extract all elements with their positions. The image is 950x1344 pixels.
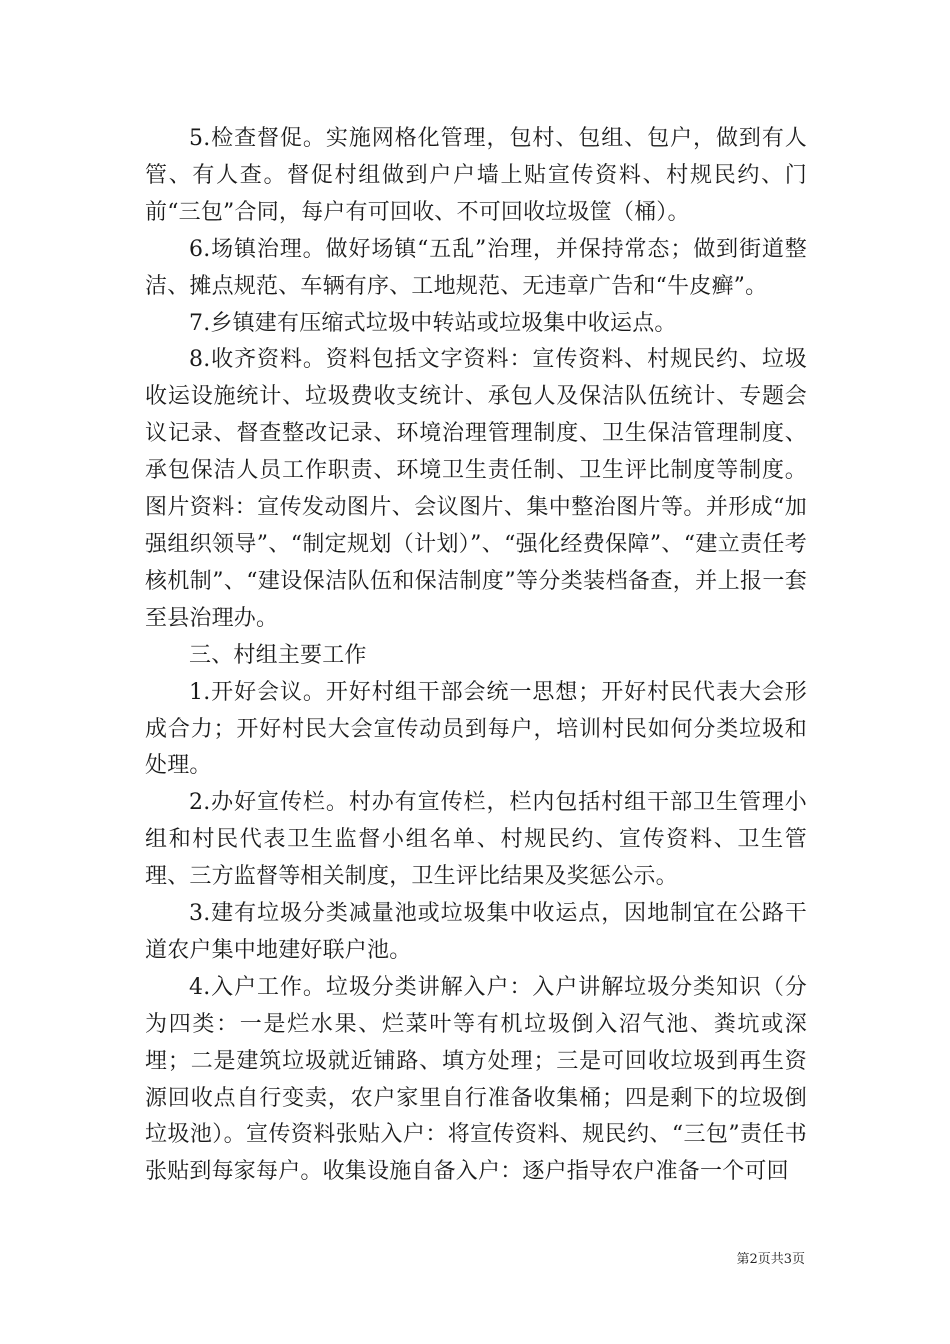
- page-indicator: 第2页共3页: [736, 1252, 805, 1267]
- document-body: [145, 121, 807, 1191]
- paragraph-bulletin-board: 2.办好宣传栏。村办有宣传栏，栏内包括村组干部卫生管理小组和村民代表卫生监督小组名单、村规民约、宣传资料、卫生管理、三方监督等相关制度，卫生评比结果及奖惩公示。: [145, 790, 807, 890]
- paragraph-household-work: 4.入户工作。垃圾分类讲解入户：入户讲解垃圾分类知识（分为四类：一是烂水果、烂菜叶等有机垃圾倒入沼气池、粪坑或深埋；二是建筑垃圾就近铺路、填方处理；三是可回收垃圾到再生资源回收点自行变卖，农户家里自行准备收集桶；四是剩下的垃圾倒垃圾池）。宣传资料张贴入户：将宣传资料、规民约、“三包”责任书张贴到每家每户。收集设施自备入户：逐户指导农户准备一个可回: [145, 974, 807, 1185]
- section-heading-village-work: 三、村组主要工作: [189, 642, 367, 668]
- paragraph-sorting-pool: 3.建有垃圾分类减量池或垃圾集中收运点，因地制宜在公路干道农户集中地建好联户池。: [145, 901, 807, 963]
- paragraph-hold-meetings: 1.开好会议。开好村组干部会统一思想；开好村民代表大会形成合力；开好村民大会宣传动员到每户，培训村民如何分类垃圾和处理。: [145, 679, 807, 779]
- paragraph-collect-materials: 8.收齐资料。资料包括文字资料：宣传资料、村规民约、垃圾收运设施统计、垃圾费收支统计、承包人及保洁队伍统计、专题会议记录、督查整改记录、环境治理管理制度、卫生保洁管理制度、承包保洁人员工作职责、环境卫生责任制、卫生评比制度等制度。图片资料：宣传发动图片、会议图片、集中整治图片等。并形成“加强组织领导”、“制定规划（计划）”、“强化经费保障”、“建立责任考核机制”、“建设保洁队伍和保洁制度”等分类装档备查，并上报一套至县治理办。: [145, 347, 807, 631]
- paragraph-inspection-supervision: 5.检查督促。实施网格化管理，包村、包组、包户，做到有人管、有人查。督促村组做到户户墙上贴宣传资料、村规民约、门前“三包”合同，每户有可回收、不可回收垃圾筐（桶）。: [145, 126, 807, 225]
- paragraph-transfer-station: 7.乡镇建有压缩式垃圾中转站或垃圾集中收运点。: [189, 310, 677, 336]
- paragraph-town-governance: 6.场镇治理。做好场镇“五乱”治理，并保持常态；做到街道整洁、摊点规范、车辆有序、工地规范、无违章广告和“牛皮癣”。: [145, 236, 807, 299]
